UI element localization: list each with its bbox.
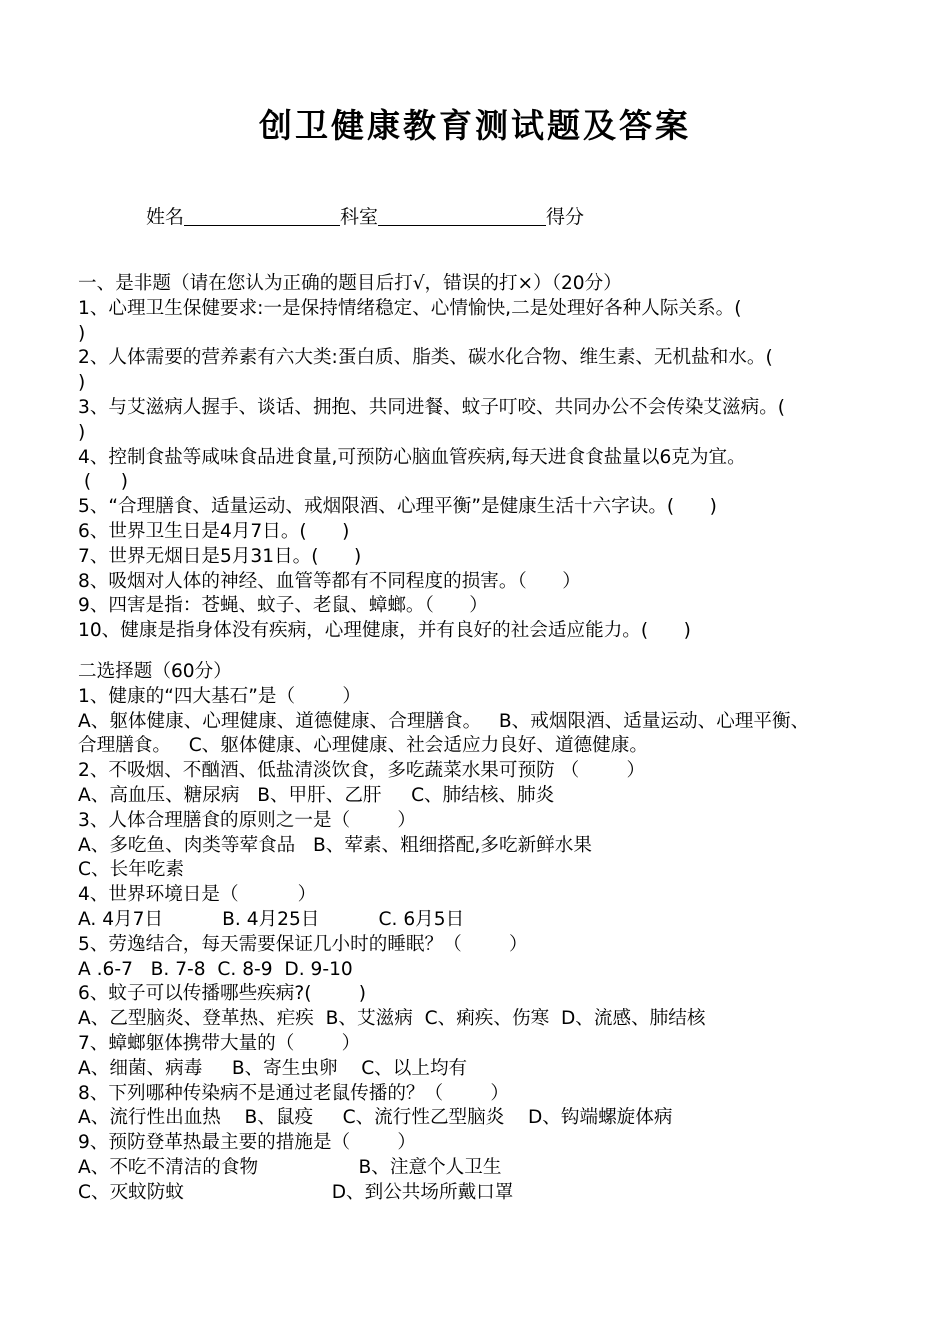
mc3-options: A、多吃鱼、肉类等荤食品 B、荤素、粗细搭配,多吃新鲜水果 (78, 834, 592, 856)
student-info-line (146, 202, 584, 229)
q3-line: ) (78, 421, 86, 443)
q1-line: 1、心理卫生保健要求:一是保持情绪稳定、心情愉快,二是处理好各种人际关系。( (78, 297, 742, 319)
mc7-options: A、细菌、病毒 B、寄生虫卵 C、以上均有 (78, 1057, 468, 1079)
section1-heading: 一、是非题（请在您认为正确的题目后打√，错误的打×）（20分） (78, 273, 622, 294)
mc2-question: 2、不吸烟、不酗酒、低盐清淡饮食，多吃蔬菜水果可预防 （ ） (78, 760, 646, 782)
q7-line: 7、世界无烟日是5月31日。( ) (78, 545, 362, 567)
mc1-options: 合理膳食。 C、躯体健康、心理健康、社会适应力良好、道德健康。 (78, 735, 648, 757)
mc8-options: A、流行性出血热 B、鼠疫 C、流行性乙型脑炎 D、钩端螺旋体病 (78, 1107, 673, 1129)
q6-line: 6、世界卫生日是4月7日。( ) (78, 520, 350, 542)
mc4-question: 4、世界环境日是（ ） (78, 884, 317, 906)
name-blank[interactable] (184, 205, 340, 226)
mc9-options: A、不吃不清洁的食物 B、注意个人卫生 (78, 1156, 502, 1178)
name-label: 姓名 (146, 206, 185, 228)
mc5-question: 5、劳逸结合，每天需要保证几小时的睡眠？（ ） (78, 933, 528, 955)
mc5-options: A .6-7 B. 7-8 C. 8-9 D. 9-10 (78, 958, 353, 980)
mc2-options: A、高血压、糖尿病 B、甲肝、乙肝 C、肺结核、肺炎 (78, 784, 555, 806)
q2-line: ) (78, 372, 86, 394)
q4-line: 4、控制食盐等咸味食品进食量,可预防心脑血管疾病,每天进食食盐量以6克为宜。 (78, 446, 746, 468)
mc6-question: 6、蚊子可以传播哪些疾病?( ) (78, 983, 367, 1005)
mc9-options: C、灭蚊防蚊 D、到公共场所戴口罩 (78, 1181, 514, 1203)
q5-line: 5、“合理膳食、适量运动、戒烟限酒、心理平衡”是健康生活十六字诀。( ) (78, 496, 717, 518)
q3-line: 3、与艾滋病人握手、谈话、拥抱、共同进餐、蚊子叮咬、共同办公不会传染艾滋病。( (78, 396, 786, 418)
dept-blank[interactable] (378, 205, 546, 226)
mc6-options: A、乙型脑炎、登革热、疟疾 B、艾滋病 C、痢疾、伤寒 D、流感、肺结核 (78, 1008, 706, 1030)
mc1-question: 1、健康的“四大基石”是（ ） (78, 685, 361, 707)
mc7-question: 7、蟑螂躯体携带大量的（ ） (78, 1032, 361, 1054)
section2-heading: 二选择题（60分） (78, 660, 232, 682)
mc3-options: C、长年吃素 (78, 859, 184, 881)
mc4-options: A. 4月7日 B. 4月25日 C. 6月5日 (78, 908, 465, 930)
exam-content (78, 272, 898, 1205)
score-label: 得分 (546, 206, 585, 228)
mc8-question: 8、下列哪种传染病不是通过老鼠传播的？（ ） (78, 1082, 509, 1104)
q10-line: 10、健康是指身体没有疾病，心理健康，并有良好的社会适应能力。( ) (78, 620, 691, 642)
q2-line: 2、人体需要的营养素有六大类:蛋白质、脂类、碳水化合物、维生素、无机盐和水。( (78, 347, 773, 369)
mc3-question: 3、人体合理膳食的原则之一是（ ） (78, 809, 417, 831)
q8-line: 8、吸烟对人体的神经、血管等都有不同程度的损害。（ ） (78, 570, 581, 592)
page-title: 创卫健康教育测试题及答案 (259, 106, 691, 145)
mc9-question: 9、预防登革热最主要的措施是（ ） (78, 1132, 417, 1154)
section-gap (78, 644, 898, 660)
q9-line: 9、四害是指：苍蝇、蚊子、老鼠、蟑螂。（ ） (78, 595, 488, 617)
mc1-options: A、躯体健康、心理健康、道德健康、合理膳食。 B、戒烟限酒、适量运动、心理平衡、 (78, 710, 810, 732)
dept-label: 科室 (340, 206, 379, 228)
q1-line: ) (78, 322, 86, 344)
q4-line: ( ) (78, 471, 128, 493)
